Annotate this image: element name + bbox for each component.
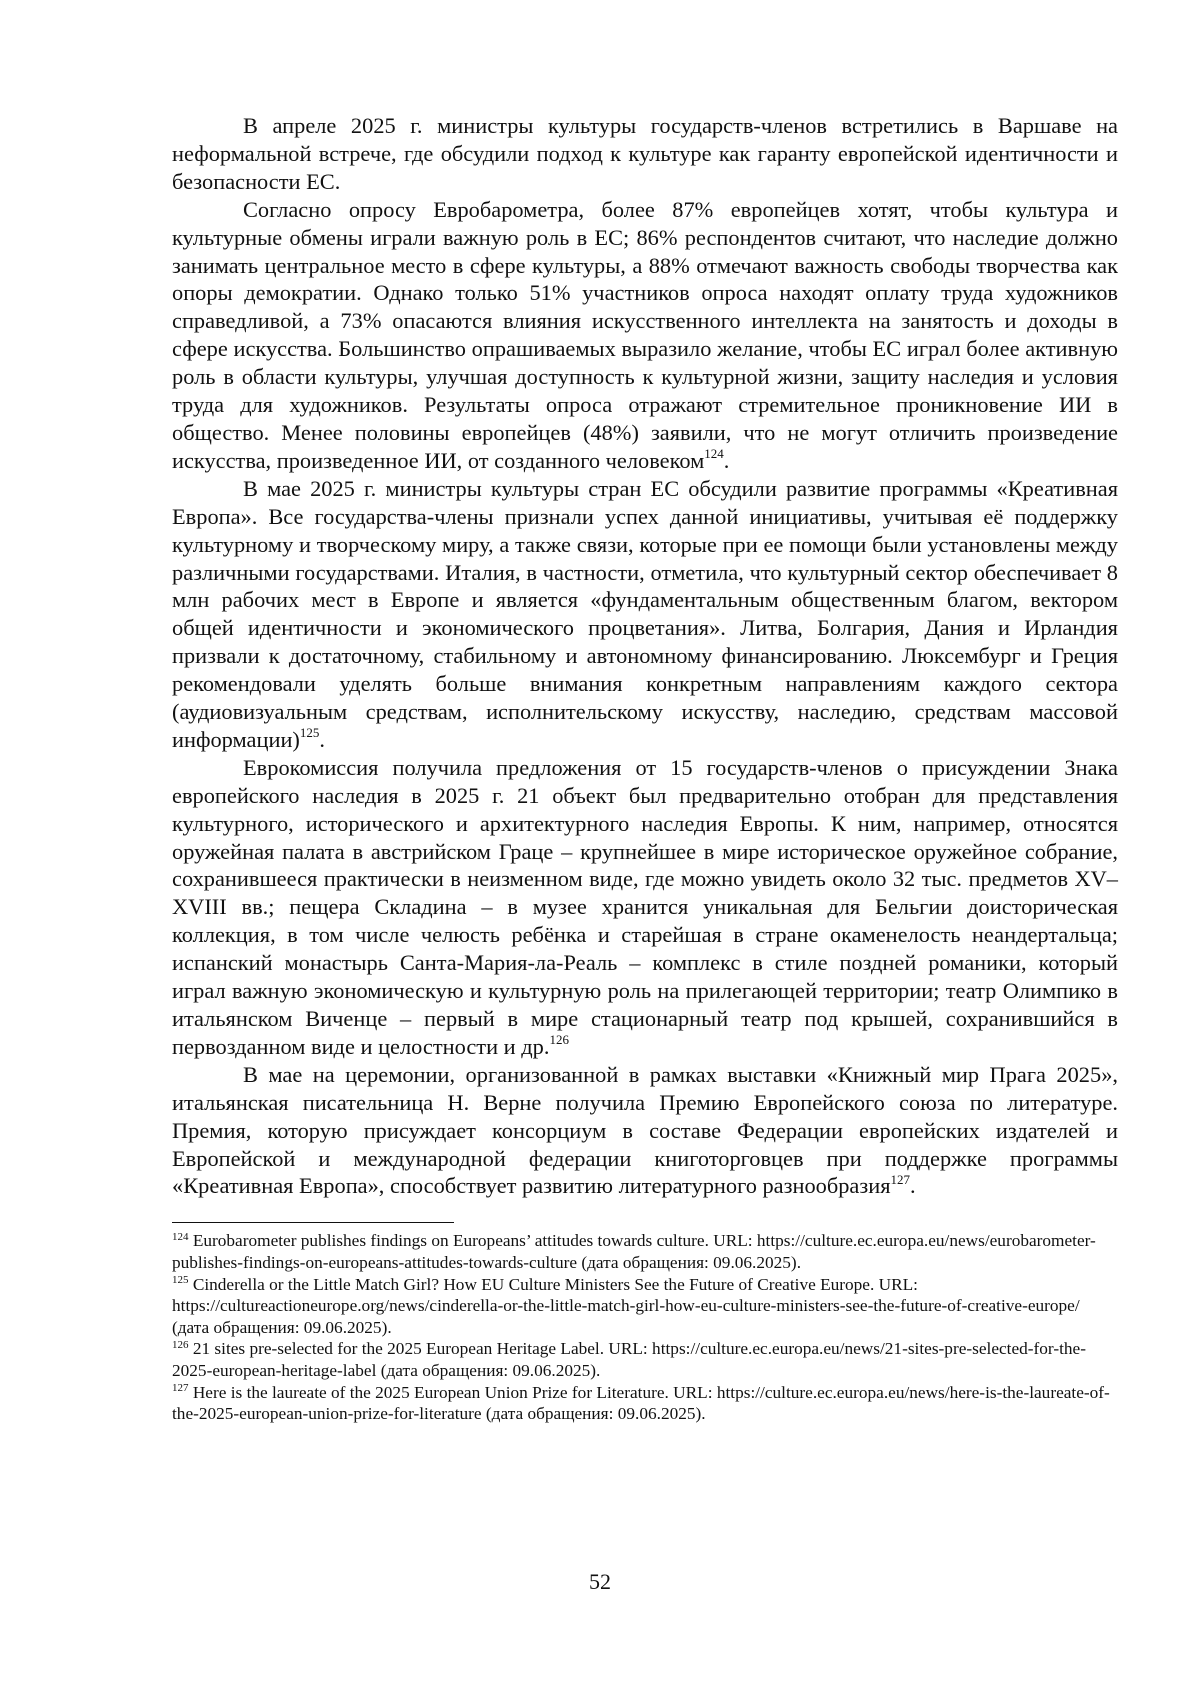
- footnotes: [172, 1230, 1118, 1424]
- paragraph: [172, 475, 1118, 754]
- footnote-ref[interactable]: 126: [549, 1032, 569, 1048]
- paragraph: [172, 112, 1118, 196]
- footnote-ref[interactable]: 125: [299, 725, 320, 741]
- footnote-number: 127: [172, 1381, 189, 1394]
- paragraph-tail: .: [910, 1173, 916, 1199]
- paragraph-text: Еврокомиссия получила предложения от 15 государств-членов о присуждении Знака европейского наследия в 2025 г. 21 объект был предварительно отобран для представления культурного, исторического и архитектурного наследия Европы. К ним, например, относятся оружейная палата в австрийском Граце – крупнейшее в мире историческое оружейное собрание, сохранившееся практически в неизменном виде, где можно увидеть около 32 тыс. предметов XV–XVIII вв.; пещера Складина – в музее хранится уникальная для Бельгии доисторическая коллекция, в том числе челюсть ребёнка и старейшая в стране окаменелость неандертальца; испанский монастырь Санта-Мария-ла-Реаль – комплекс в стиле поздней романики, который играл важную экономическую и культурную роль на прилегающей территории; театр Олимпико в итальянском Виченце – первый в мире стационарный театр под крышей, сохранившийся в первозданном виде и целостности и др.: [172, 754, 1118, 1059]
- paragraph-tail: .: [723, 447, 730, 473]
- main-text: [172, 112, 1118, 1200]
- document-page: [172, 112, 1118, 1425]
- footnote-number: 126: [172, 1338, 189, 1351]
- footnote: [172, 1274, 1118, 1339]
- footnote: [172, 1230, 1118, 1273]
- footnote-ref[interactable]: 124: [704, 446, 724, 462]
- paragraph-text: Согласно опросу Евробарометра, более 87% европейцев хотят, чтобы культура и культурные обмены играли важную роль в ЕС; 86% респондентов считают, что наследие должно занимать центральное место в сфере культуры, а 88% отмечают важность свободы творчества как опоры демократии. Однако только 51% участников опроса находят оплату труда художников справедливой, а 73% опасаются влияния искусственного интеллекта на занятость и доходы в сфере искусства. Большинство опрашиваемых выразило желание, чтобы ЕС играл более активную роль в области культуры, улучшая доступность к культурной жизни, защиту наследия и условия труда для художников. Результаты опроса отражают стремительное проникновение ИИ в общество. Менее половины европейцев (48%) заявили, что не могут отличить произведение искусства, произведенное ИИ, от созданного человеком: [172, 196, 1118, 473]
- paragraph-text: В мае 2025 г. министры культуры стран ЕС обсудили развитие программы «Креативная Европа». Все государства-члены признали успех данной инициативы, учитывая её поддержку культурному и творческому миру, а также связи, которые при ее помощи были установлены между различными государствами. Италия, в частности, отметила, что культурный сектор обеспечивает 8 млн рабочих мест в Европе и является «фундаментальным общественным благом, вектором общей идентичности и экономического процветания». Литва, Болгария, Дания и Ирландия призвали к достаточному, стабильному и автономному финансированию. Люксембург и Греция рекомендовали уделять больше внимания конкретным направлениям каждого сектора (аудиовизуальным средствам, исполнительскому искусству, наследию, средствам массовой информации): [172, 475, 1118, 752]
- footnote: [172, 1338, 1118, 1381]
- footnote-text: Here is the laureate of the 2025 European Union Prize for Literature. URL: https://culture.ec.europa.eu/news/here-is-the-laureate-of-the-2025-european-union-prize-for-literature (дата обращения: 09.06.2025).: [172, 1382, 1110, 1424]
- paragraph: [172, 196, 1118, 475]
- paragraph: [172, 1061, 1118, 1201]
- footnote-number: 125: [172, 1273, 189, 1286]
- footnote-number: 124: [172, 1230, 189, 1243]
- paragraph-text: В мае на церемонии, организованной в рамках выставки «Книжный мир Прага 2025», итальянская писательница Н. Верне получила Премию Европейского союза по литературе. Премия, которую присуждает консорциум в составе Федерации европейских издателей и Европейской и международной федерации книготорговцев при поддержке программы «Креативная Европа», способствует развитию литературного разнообразия: [172, 1061, 1118, 1199]
- paragraph-tail: .: [319, 726, 325, 752]
- footnote: [172, 1382, 1118, 1425]
- paragraph-text: В апреле 2025 г. министры культуры государств-членов встретились в Варшаве на неформальной встрече, где обсудили подход к культуре как гаранту европейской идентичности и безопасности ЕС.: [172, 113, 1118, 194]
- footnote-separator: [172, 1222, 454, 1223]
- footnote-text: Cinderella or the Little Match Girl? How EU Culture Ministers See the Future of Creative Europe. URL: https://cultureactioneurope.org/news/cinderella-or-the-little-match-girl-how-eu-culture-ministers-see-the-future-of-creative-europe/ (дата обращения: 09.06.2025).: [172, 1274, 1080, 1337]
- footnote-text: Eurobarometer publishes findings on Europeans’ attitudes towards culture. URL: https://culture.ec.europa.eu/news/eurobarometer-publishes-findings-on-europeans-attitudes-towards-culture (дата обращения: 09.06.2025).: [172, 1231, 1096, 1272]
- footnote-ref[interactable]: 127: [890, 1171, 910, 1187]
- page-number: 52: [589, 1569, 611, 1594]
- footnote-text: 21 sites pre-selected for the 2025 European Heritage Label. URL: https://culture.ec.europa.eu/news/21-sites-pre-selected-for-the-2025-european-heritage-label (дата обращения: 09.06.2025).: [172, 1339, 1086, 1380]
- paragraph: [172, 754, 1118, 1061]
